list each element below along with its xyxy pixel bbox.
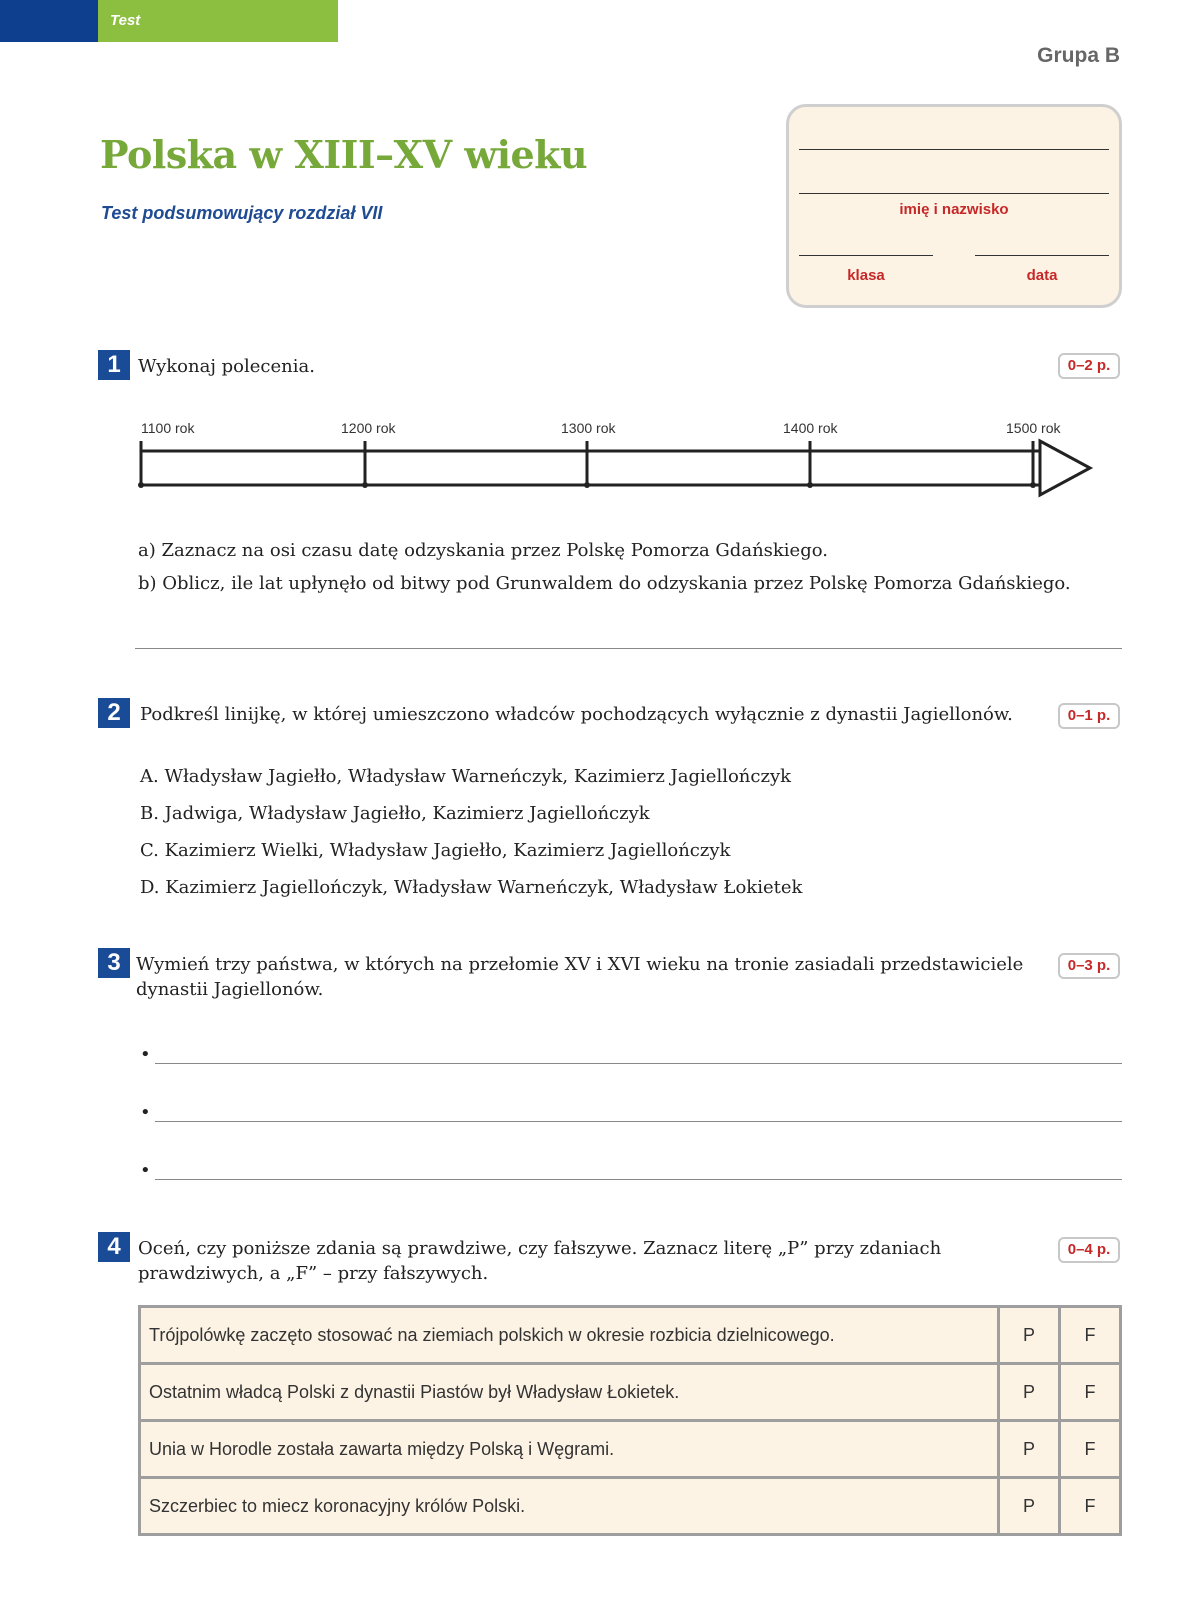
question-1-task-b: b) Oblicz, ile lat upłynęło od bitwy pod Grunwaldem do odzyskania przez Polskę Pomorza Gdańskiego. xyxy=(138,573,1071,594)
name-line-1[interactable] xyxy=(799,149,1109,150)
question-3-prompt: Wymień trzy państwa, w których na przełomie XV i XVI wieku na tronie zasiadali przedstawiciele dynastii Jagiellonów. xyxy=(136,954,1024,1000)
question-3-answer-line-1[interactable] xyxy=(155,1063,1122,1064)
timeline-dot xyxy=(138,482,144,488)
question-2-option-c[interactable]: C. Kazimierz Wielki, Władysław Jagiełło, Kazimierz Jagiellończyk xyxy=(140,840,731,861)
question-3-points: 0–3 p. xyxy=(1058,953,1120,979)
table-row xyxy=(140,1421,1121,1478)
question-2-number: 2 xyxy=(98,698,130,728)
timeline-dot xyxy=(584,482,590,488)
false-option[interactable]: F xyxy=(1060,1421,1121,1478)
question-4-prompt: Oceń, czy poniższe zdania są prawdziwe, czy fałszywe. Zaznacz literę „P” przy zdaniach prawdziwych, a „F” – przy fałszywych. xyxy=(138,1238,942,1284)
false-option[interactable]: F xyxy=(1060,1478,1121,1535)
bullet-icon: • xyxy=(140,1102,151,1123)
question-1-points: 0–2 p. xyxy=(1058,353,1120,379)
question-1-prompt: Wykonaj polecenia. xyxy=(138,356,315,377)
question-4-number: 4 xyxy=(98,1232,130,1262)
question-1-answer-line[interactable] xyxy=(135,648,1122,649)
statement-text: Szczerbiec to miecz koronacyjny królów Polski. xyxy=(140,1478,999,1535)
table-row xyxy=(140,1478,1121,1535)
class-label: klasa xyxy=(847,267,885,284)
bullet-icon: • xyxy=(140,1160,151,1181)
question-2-option-d[interactable]: D. Kazimierz Jagiellończyk, Władysław Warneńczyk, Władysław Łokietek xyxy=(140,877,803,898)
timeline-dot xyxy=(807,482,813,488)
bullet-icon: • xyxy=(140,1044,151,1065)
question-1-number: 1 xyxy=(98,350,130,380)
group-label: Grupa B xyxy=(1037,44,1120,67)
class-line[interactable] xyxy=(799,255,933,256)
question-1-task-a: a) Zaznacz na osi czasu datę odzyskania przez Polskę Pomorza Gdańskiego. xyxy=(138,540,828,561)
timeline xyxy=(120,415,1100,505)
timeline-axis xyxy=(141,441,1040,485)
table-row xyxy=(140,1364,1121,1421)
timeline-tick-label: 1400 rok xyxy=(783,420,838,436)
true-option[interactable]: P xyxy=(999,1364,1060,1421)
timeline-dot xyxy=(1030,482,1036,488)
page-title: Polska w XIII–XV wieku xyxy=(100,132,588,177)
header-tag: Test xyxy=(110,12,141,29)
date-line[interactable] xyxy=(975,255,1109,256)
false-option[interactable]: F xyxy=(1060,1307,1121,1364)
question-3-answer-line-2[interactable] xyxy=(155,1121,1122,1122)
true-option[interactable]: P xyxy=(999,1307,1060,1364)
name-line-2[interactable] xyxy=(799,193,1109,194)
true-option[interactable]: P xyxy=(999,1478,1060,1535)
header-bar-blue xyxy=(0,0,98,42)
question-3-answer-line-3[interactable] xyxy=(155,1179,1122,1180)
timeline-tick-label: 1200 rok xyxy=(341,420,396,436)
timeline-tick-label: 1300 rok xyxy=(561,420,616,436)
timeline-dot xyxy=(362,482,368,488)
date-label: data xyxy=(1026,267,1058,284)
true-option[interactable]: P xyxy=(999,1421,1060,1478)
question-3-number: 3 xyxy=(98,948,130,978)
name-label: imię i nazwisko xyxy=(899,201,1009,218)
timeline-tick-label: 1100 rok xyxy=(141,420,195,436)
statement-text: Unia w Horodle została zawarta między Polską i Węgrami. xyxy=(140,1421,999,1478)
student-info-box xyxy=(786,104,1122,308)
page-subtitle: Test podsumowujący rozdział VII xyxy=(101,203,383,223)
true-false-table xyxy=(138,1305,1122,1536)
question-2-option-b[interactable]: B. Jadwiga, Władysław Jagiełło, Kazimierz Jagiellończyk xyxy=(140,803,650,824)
question-2-points: 0–1 p. xyxy=(1058,703,1120,729)
false-option[interactable]: F xyxy=(1060,1364,1121,1421)
question-2-option-a[interactable]: A. Władysław Jagiełło, Władysław Warneńczyk, Kazimierz Jagiellończyk xyxy=(140,766,792,787)
question-4-points: 0–4 p. xyxy=(1058,1237,1120,1263)
timeline-tick-label: 1500 rok xyxy=(1006,420,1061,436)
statement-text: Ostatnim władcą Polski z dynastii Piastów był Władysław Łokietek. xyxy=(140,1364,999,1421)
timeline-arrowhead xyxy=(1040,441,1090,495)
question-2-prompt: Podkreśl linijkę, w której umieszczono władców pochodzących wyłącznie z dynastii Jagiellonów. xyxy=(140,704,1013,725)
statement-text: Trójpolówkę zaczęto stosować na ziemiach polskich w okresie rozbicia dzielnicowego. xyxy=(140,1307,999,1364)
table-row xyxy=(140,1307,1121,1364)
